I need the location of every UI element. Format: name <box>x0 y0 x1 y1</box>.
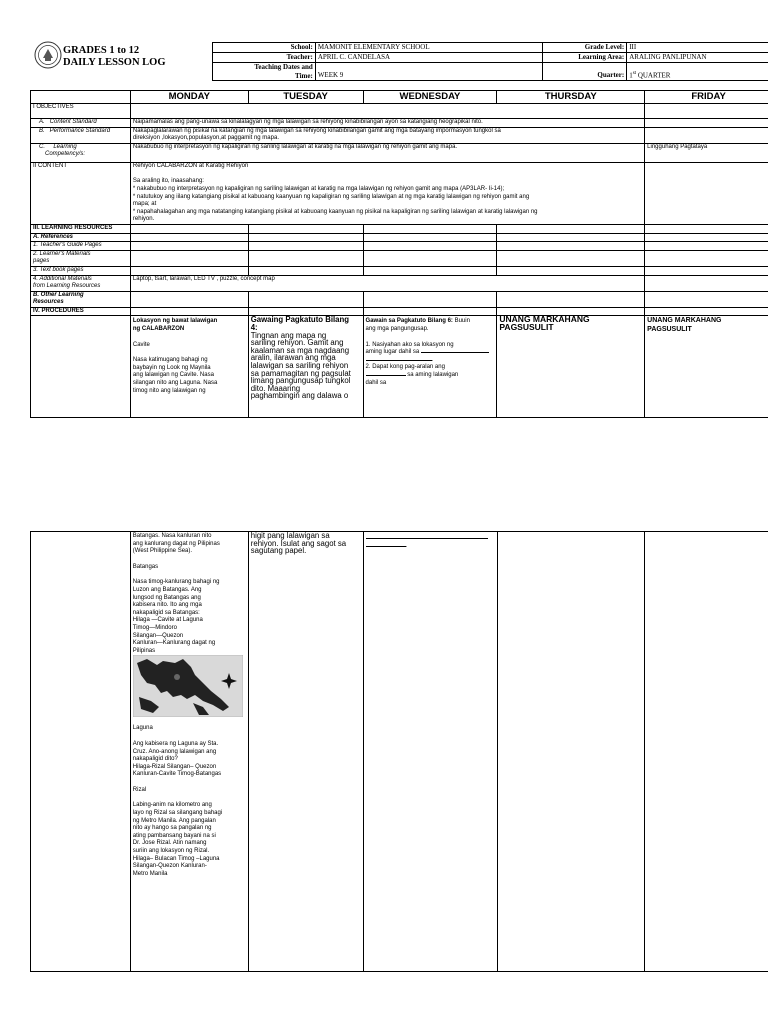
day-header-wednesday: WEDNESDAY <box>363 91 497 104</box>
form-title-line2: DAILY LESSON LOG <box>63 57 166 68</box>
grade-level-value: III <box>627 43 768 53</box>
corner-cell <box>31 91 131 104</box>
references-label: A. References <box>31 233 131 242</box>
procedures-label: IV. PROCEDURES <box>31 307 131 316</box>
other-resources-label: B. Other Learning Resources <box>31 291 131 307</box>
wednesday-procedure: Gawain sa Pagkatuto Bilang 6: Buuin ang mga pangungusap. 1. Nasiyahan ako sa lokasyon ng aming lugar dahil sa . 2. Dapat kong pag-aralan ang sa aming lalawigan dahil sa <box>363 316 497 418</box>
calabarzon-map-image <box>133 655 243 717</box>
learning-competency-label: C. Learning Competency/s: <box>31 143 131 162</box>
monday-procedure: Lokasyon ng bawat lalawigan ng CALABARZON Cavite Nasa katimugang bahagi ng baybayin ng Look ng Maynila ang lalawigan ng Cavite. Nasa silangan nito ang Laguna. Nasa timog nito ang lalawigan ng <box>130 316 248 418</box>
day-header-tuesday: TUESDAY <box>248 91 363 104</box>
day-header-friday: FRIDAY <box>645 91 768 104</box>
textbook-pages-label: 3. Text book pages <box>31 266 131 275</box>
teaching-dates-label: Teaching Dates and Time: <box>213 63 316 81</box>
header-info-table <box>212 42 768 81</box>
day-header-monday: MONDAY <box>130 91 248 104</box>
day-header-thursday: THURSDAY <box>497 91 645 104</box>
monday-procedure-continued: Batangas. Nasa kanluran nito ang kanlurang dagat ng Pilipinas (West Philippine Sea). Batangas Nasa timog-kanlurang bahagi ng Luzon ang Batangas. Ang lungsod ng Batangas ang kabisera nito. Ito ang mga nakapaligid sa Batangas: Hilaga —Cavite at Laguna Timog—Mindoro Silangan—Quezon Kanluran—Kanlurang dagat ng Pilipinas Laguna Ang kabisera ng Laguna ay Sta. Cruz. Ano-anong lalawigan ang nakapaligid dito? Hilaga-Rizal Silangan– Quezon Kanluran-Cavite Timog-Batangas Rizal Labing-anim na kilometro ang layo ng Rizal sa silangang bahagi ng Metro Manila. Ang pangalan nito ay hango sa pangalan ng ating pambansang bayani na si Dr. Jose Rizal. Atin namang suriin ang lokasyon ng Rizal. Hilaga– Bulacan Timog –Laguna Silangan-Quezon Kanluran- Metro Manila <box>130 532 248 972</box>
tuesday-procedure-continued: higit pang lalawigan sa rehiyon. Isulat ang sagot sa sagutang papel. <box>248 532 363 972</box>
additional-materials-text: Laptop, tsart, larawan, LED TV , puzzle, concept map <box>130 275 644 291</box>
lesson-log-table-continued <box>30 531 768 972</box>
learning-area-value: ARALING PANLIPUNAN <box>627 53 768 63</box>
school-label: School: <box>213 43 316 53</box>
content-standard-label: A. Content Standard <box>31 119 131 128</box>
performance-standard-label: B. Performance Standard <box>31 127 131 143</box>
content-standard-text: Naipamamalas ang pang-unawa sa kinalalagyan ng mga lalawigan sa rehiyong kinabibilangan ayon sa katangiang heograpikal nito. <box>130 119 644 128</box>
objectives-label: I OBJECTIVES <box>31 104 131 119</box>
learning-resources-label: III. LEARNING RESOURCES <box>31 224 131 233</box>
wednesday-procedure-continued: . <box>363 532 497 972</box>
friday-procedure: UNANG MARKAHANG PAGSUSULIT <box>645 316 768 418</box>
teachers-guide-label: 1. Teacher's Guide Pages <box>31 242 131 251</box>
performance-standard-text: Nakapaglalarawan ng pisikal na katangian ng mga lalawigan sa rehiyong kinabibilangan gamit ang mga batayang impormasyon tungkol sa direksiyon ,lokasyon,populasyon,at paggamit ng mapa. <box>130 127 644 143</box>
learning-competency-text: Nakabubuo ng interpretasyon ng kapaligiran ng sariling lalawigan at karatig na mga lalawigan ng rehiyon gamit ang mapa. <box>130 143 644 162</box>
learning-competency-friday: Lingguhang Pagtataya <box>645 143 768 162</box>
content-text: Rehiyon CALABARZON at Karatig Rehiyon Sa araling ito, inaasahang: * nakabubuo ng interpretasyon ng kapaligiran ng sariling lalawigan at karatig na mga lalawigan ng rehiyon gamit ang mapa (AP3LAR- Ii-14); * natutukoy ang iilang katangiang pisikal at kabuoang kaanyuan ng kapaligiran ng sariling lalawigan at ng mga karatig lalawigan ng rehiyon gamit ang mapa; at * napahahalagahan ang mga natatanging katangiang pisikal at kabuoang kaanyuan ng pisikal na kapaligiran ng sariling lalawigan at karatig lalawigan ng rehiyon. <box>130 162 644 224</box>
content-label: II CONTENT <box>31 162 131 224</box>
deped-seal-logo <box>34 41 62 69</box>
grade-level-label: Grade Level: <box>543 43 627 53</box>
lesson-log-table <box>30 90 768 418</box>
learners-materials-label: 2. Learner's Materials pages <box>31 250 131 266</box>
teaching-dates-value: WEEK 9 <box>315 63 543 81</box>
laguna-heading: Laguna <box>132 725 153 732</box>
thursday-procedure: UNANG MARKAHANG PAGSUSULIT <box>497 316 645 418</box>
additional-materials-label: 4. Additional Materials from Learning Resources <box>31 275 131 291</box>
quarter-value: 1st QUARTER <box>627 63 768 81</box>
form-title-line1: GRADES 1 to 12 <box>63 45 140 56</box>
tuesday-procedure: Gawaing Pagkatuto Bilang 4: Tingnan ang mapa ng sariling rehiyon. Gamit ang kaalaman sa mga nagdaang aralin, ilarawan ang mga lalawigan sa sariling rehiyon sa pamamagitan ng pagsulat limang pangungusap tungkol dito. Maaaring paghambingin ang dalawa o <box>248 316 363 418</box>
school-value: MAMONIT ELEMENTARY SCHOOL <box>315 43 543 53</box>
batangas-heading: Batangas <box>132 563 159 570</box>
teacher-label: Teacher: <box>213 53 316 63</box>
quarter-label: Quarter: <box>543 63 627 81</box>
teacher-value: APRIL C. CANDELASA <box>315 53 543 63</box>
rizal-heading: Rizal <box>132 786 147 793</box>
learning-area-label: Learning Area: <box>543 53 627 63</box>
